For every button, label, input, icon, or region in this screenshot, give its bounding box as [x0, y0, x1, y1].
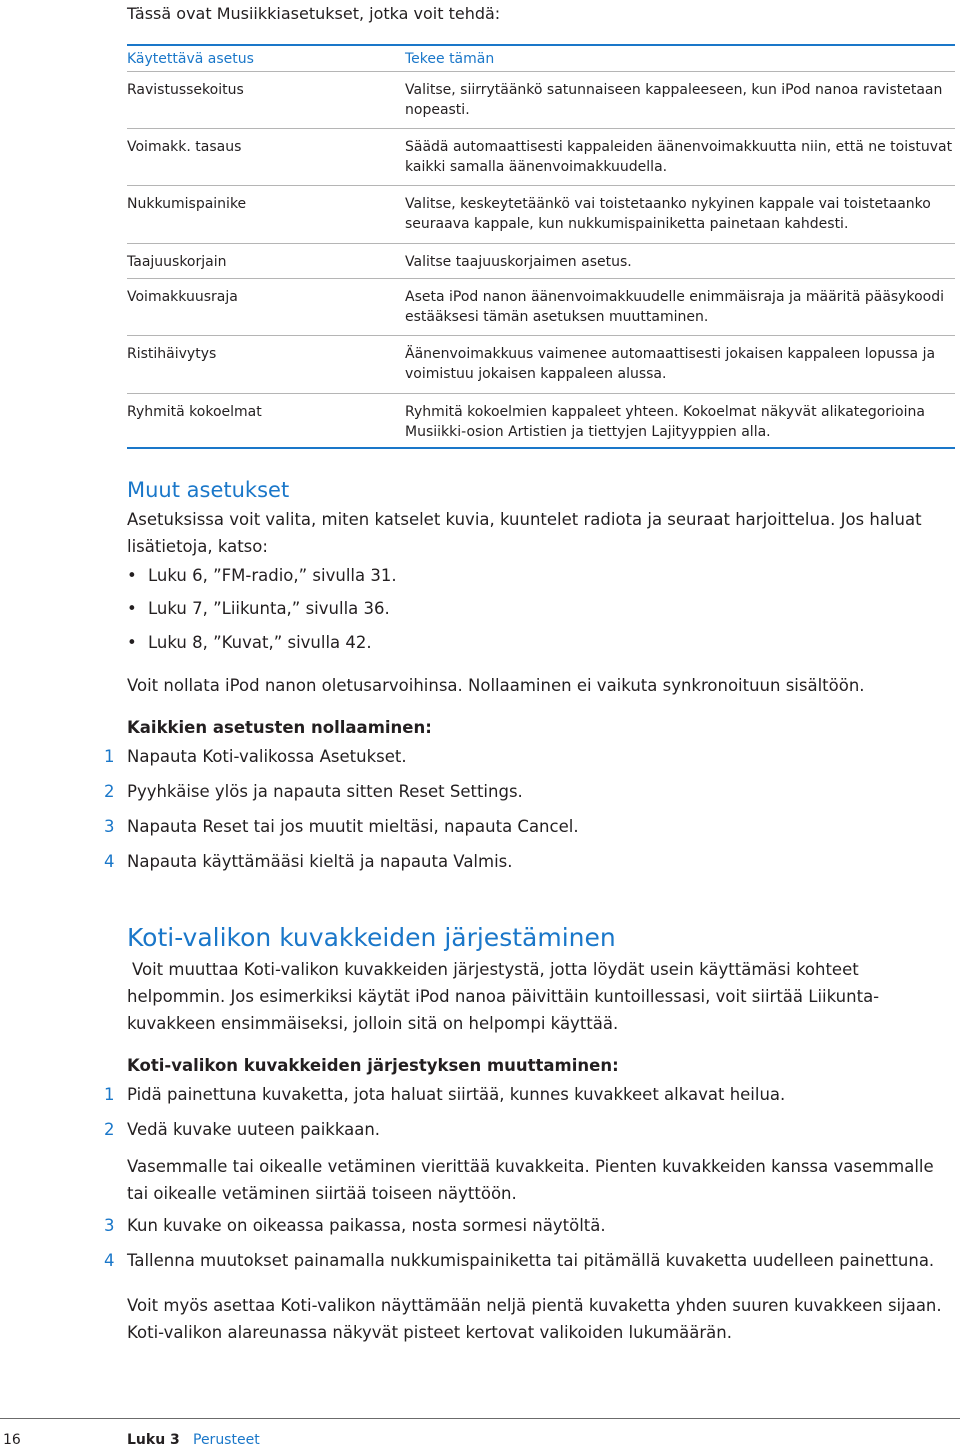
list-item-text: Luku 6, ”FM-radio,” sivulla 31.	[148, 566, 397, 585]
end-note: Voit myös asettaa Koti-valikon näyttämään neljä pientä kuvaketta yhden suuren kuvakkeen sijaan. Koti-valikon alareunassa näkyvät pisteet kertovat valikoiden lukumäärän.	[127, 1296, 942, 1342]
setting-desc: Ryhmitä kokoelmien kappaleet yhteen. Kokoelmat näkyvät alikategorioina Musiikki-osion Artistien ja tiettyjen Lajityyppien alla.	[405, 404, 925, 440]
step-text: Kun kuvake on oikeassa paikassa, nosta sormesi näytöltä.	[127, 1216, 606, 1235]
intro-text: Tässä ovat Musiikkiasetukset, jotka voit tehdä:	[127, 4, 501, 23]
table-row	[127, 71, 955, 128]
table-row	[127, 185, 955, 243]
list-item	[127, 599, 390, 618]
setting-name: Voimakk. tasaus	[127, 139, 242, 155]
step-text: Napauta käyttämääsi kieltä ja napauta Valmis.	[127, 852, 513, 871]
page-number: 16	[3, 1432, 21, 1448]
home-steps-title: Koti-valikon kuvakkeiden järjestyksen muuttaminen:	[127, 1056, 619, 1075]
setting-desc: Äänenvoimakkuus vaimenee automaattisesti jokaisen kappaleen lopussa ja voimistuu jokaisen kappaleen alussa.	[405, 346, 936, 382]
section-title-home: Koti-valikon kuvakkeiden järjestäminen	[127, 923, 616, 952]
reset-note: Voit nollata iPod nanon oletusarvoihinsa. Nollaaminen ei vaikuta synkronoituun sisältöön.	[127, 676, 865, 695]
settings-table	[127, 44, 955, 449]
step-text: Napauta Koti-valikossa Asetukset.	[127, 747, 407, 766]
step-item	[104, 817, 579, 836]
bullet-mark: •	[127, 633, 137, 652]
footer-divider	[0, 1418, 960, 1419]
section-title-other: Muut asetukset	[127, 478, 290, 502]
table-row	[127, 128, 955, 185]
setting-name: Ristihäivytys	[127, 346, 217, 362]
step-number: 1	[104, 1085, 115, 1104]
step-item	[104, 852, 513, 871]
setting-desc: Valitse, keskeytetäänkö vai toistetaanko nykyinen kappale vai toistetaanko seuraava kappale, kun nukkumispainiketta painetaan kahdesti.	[405, 196, 931, 232]
setting-name: Ryhmitä kokoelmat	[127, 404, 262, 420]
step-item	[104, 1085, 785, 1104]
home-intro: Voit muuttaa Koti-valikon kuvakkeiden järjestystä, jotta löydät usein käyttämäsi kohteet helpommin. Jos esimerkiksi käytät iPod nanoa päivittäin kuntoillessasi, voit siirtää Liikunta-kuvakkeen ensimmäiseksi, jolloin sitä on helpompi käyttää.	[127, 960, 880, 1033]
setting-desc: Valitse, siirrytäänkö satunnaiseen kappaleeseen, kun iPod nanoa ravistetaan nopeasti.	[405, 82, 943, 118]
table-row	[127, 335, 955, 393]
chapter-label: Luku 3	[127, 1432, 180, 1448]
step-number: 2	[104, 782, 115, 801]
chapter-title: Perusteet	[193, 1432, 260, 1448]
setting-name: Voimakkuusraja	[127, 289, 238, 305]
table-header	[127, 44, 955, 71]
step-item	[104, 782, 523, 801]
step-number: 3	[104, 1216, 115, 1235]
table-row	[127, 243, 955, 278]
other-intro: Asetuksissa voit valita, miten katselet kuvia, kuuntelet radiota ja seuraat harjoittelua. Jos haluat lisätietoja, katso:	[127, 510, 922, 556]
list-item-text: Luku 8, ”Kuvat,” sivulla 42.	[148, 633, 372, 652]
step-item	[104, 1120, 380, 1139]
step-text: Vedä kuvake uuteen paikkaan.	[127, 1120, 381, 1139]
bullet-mark: •	[127, 599, 137, 618]
list-item	[127, 566, 397, 585]
step-item	[104, 1251, 934, 1270]
drag-note: Vasemmalle tai oikealle vetäminen vierittää kuvakkeita. Pienten kuvakkeiden kanssa vasemmalle tai oikealle vetäminen siirtää toiseen näyttöön.	[127, 1157, 934, 1203]
list-item-text: Luku 7, ”Liikunta,” sivulla 36.	[148, 599, 390, 618]
bullet-mark: •	[127, 566, 137, 585]
step-text: Tallenna muutokset painamalla nukkumispainiketta tai pitämällä kuvaketta uudelleen painettuna.	[127, 1251, 935, 1270]
step-text: Pyyhkäise ylös ja napauta sitten Reset Settings.	[127, 782, 523, 801]
header-setting: Käytettävä asetus	[127, 50, 254, 67]
table-row	[127, 278, 955, 335]
step-text: Napauta Reset tai jos muutit mieltäsi, napauta Cancel.	[127, 817, 579, 836]
setting-desc: Säädä automaattisesti kappaleiden äänenvoimakkuutta niin, että ne toistuvat kaikki samalla äänenvoimakkuudella.	[405, 139, 953, 175]
setting-name: Nukkumispainike	[127, 196, 247, 212]
setting-name: Ravistussekoitus	[127, 82, 244, 98]
reset-steps-title: Kaikkien asetusten nollaaminen:	[127, 718, 432, 737]
step-number: 4	[104, 852, 115, 871]
step-text: Pidä painettuna kuvaketta, jota haluat siirtää, kunnes kuvakkeet alkavat heilua.	[127, 1085, 786, 1104]
header-description: Tekee tämän	[405, 50, 495, 67]
step-number: 1	[104, 747, 115, 766]
list-item	[127, 633, 372, 652]
step-number: 2	[104, 1120, 115, 1139]
step-item	[104, 1216, 606, 1235]
step-number: 3	[104, 817, 115, 836]
step-number: 4	[104, 1251, 115, 1270]
setting-desc: Aseta iPod nanon äänenvoimakkuudelle enimmäisraja ja määritä pääsykoodi estääksesi tämän asetuksen muuttaminen.	[405, 289, 944, 325]
table-row	[127, 393, 955, 449]
step-item	[104, 747, 407, 766]
setting-name: Taajuuskorjain	[127, 254, 227, 270]
setting-desc: Valitse taajuuskorjaimen asetus.	[405, 254, 632, 270]
